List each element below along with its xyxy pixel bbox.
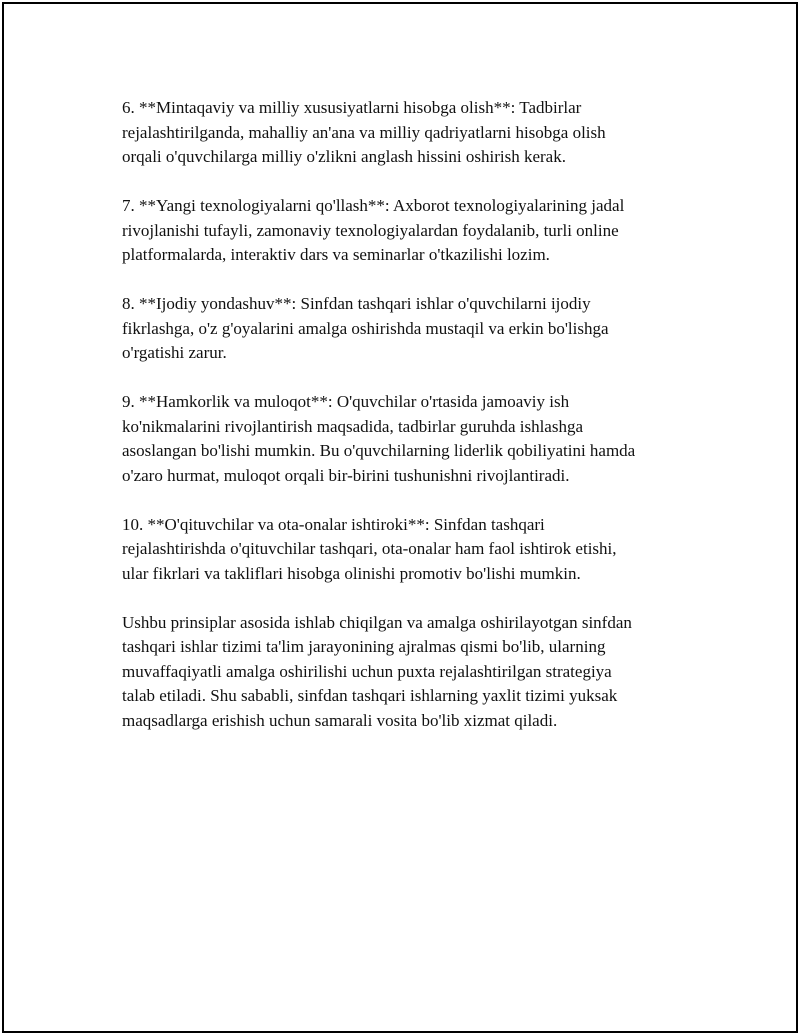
paragraph-item-7: 7. **Yangi texnologiyalarni qo'llash**: Axborot texnologiyalarining jadal rivojlanishi tufayli, zamonaviy texnologiyalardan foydalanib, turli online platformalarda, interaktiv dars va seminarlar o'tkazilishi lozim. bbox=[122, 196, 625, 264]
paragraph-item-9: 9. **Hamkorlik va muloqot**: O'quvchilar o'rtasida jamoaviy ish ko'nikmalarini rivojlantirish maqsadida, tadbirlar guruhda ishlashga asoslangan bo'lishi mumkin. Bu o'quvchilarning liderlik qobiliyatini hamda o'zaro hurmat, muloqot orqali bir-birini tushunishni rivojlantiradi. bbox=[122, 392, 636, 485]
page-frame bbox=[2, 2, 798, 1033]
paragraph-item-8: 8. **Ijodiy yondashuv**: Sinfdan tashqari ishlar o'quvchilarni ijodiy fikrlashga, o'z g'oyalarini amalga oshirishda mustaqil va erkin bo'lishga o'rgatishi zarur. bbox=[122, 294, 609, 362]
paragraph-item-10: 10. **O'qituvchilar va ota-onalar ishtiroki**: Sinfdan tashqari rejalashtirishda o'qituvchilar tashqari, ota-onalar ham faol ishtirok etishi, ular fikrlari va takliflari hisobga olinishi promotiv bo'lishi mumkin. bbox=[122, 514, 617, 583]
conclusion-paragraph: Ushbu prinsiplar asosida ishlab chiqilgan va amalga oshirilayotgan sinfdan tashqari ishlar tizimi ta'lim jarayonining ajralmas qismi bo'lib, ularning muvaffaqiyatli amalga oshirilishi uchun puxta rejalashtirilgan strategiya talab etiladi. Shu sababli, sinfdan tashqari ishlarning yaxlit tizimi yuksak maqsadlarga erishish uchun samarali vosita bo'lib xizmat qiladi. bbox=[122, 612, 632, 730]
paragraph-item-6: 6. **Mintaqaviy va milliy xususiyatlarni hisobga olish**: Tadbirlar rejalashtirilganda, mahalliy an'ana va milliy qadriyatlarni hisobga olish orqali o'quvchilarga milliy o'zlikni anglash hissini oshirish kerak. bbox=[122, 98, 606, 166]
document-body bbox=[122, 96, 692, 758]
